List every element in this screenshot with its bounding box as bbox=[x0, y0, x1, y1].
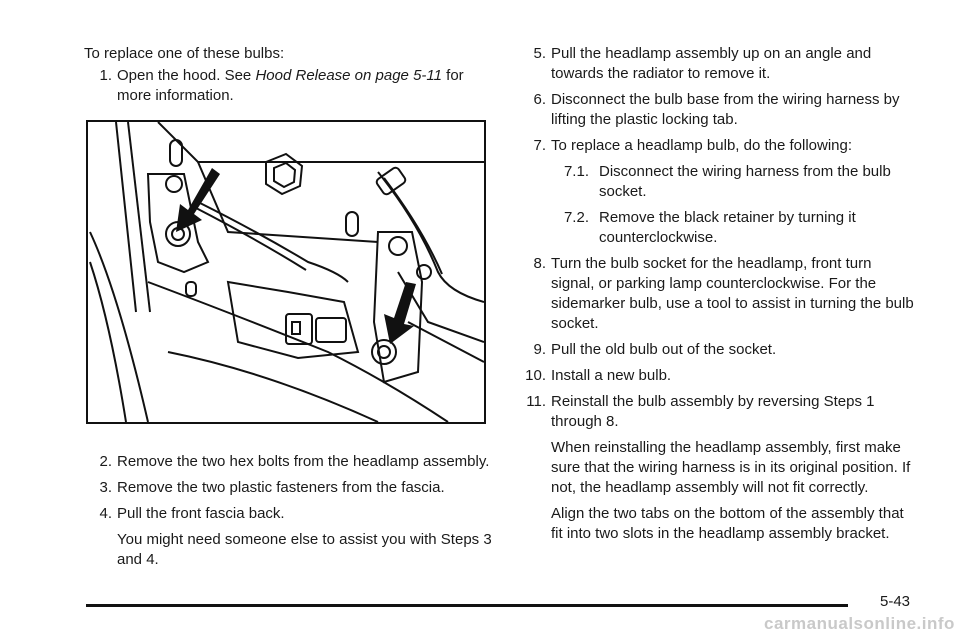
left-column-lower bbox=[84, 452, 494, 576]
left-column bbox=[84, 44, 494, 112]
step-9 bbox=[518, 340, 918, 360]
step-text: Pull the front fascia back. bbox=[117, 505, 285, 522]
step-text: Disconnect the bulb base from the wiring harness by lifting the plastic locking tab. bbox=[551, 91, 900, 128]
step-number: 4. bbox=[99, 505, 112, 522]
step-10 bbox=[518, 366, 918, 386]
step-4 bbox=[84, 504, 494, 524]
step-8 bbox=[518, 254, 918, 334]
substep-text: Disconnect the wiring harness from the bulb socket. bbox=[599, 163, 891, 200]
assist-note: You might need someone else to assist you with Steps 3 and 4. bbox=[117, 531, 492, 568]
step-7-1 bbox=[518, 162, 918, 202]
step-text: To replace a headlamp bulb, do the following: bbox=[551, 137, 853, 154]
step-5 bbox=[518, 44, 918, 84]
substep-text: Remove the black retainer by turning it counterclockwise. bbox=[599, 209, 856, 246]
step-text: Remove the two hex bolts from the headlamp assembly. bbox=[117, 453, 490, 470]
step-number: 8. bbox=[533, 255, 546, 272]
watermark: carmanualsonline.info bbox=[764, 614, 955, 633]
step-number: 10. bbox=[525, 367, 546, 384]
step-text: Install a new bulb. bbox=[551, 367, 672, 384]
align-tabs-note: Align the two tabs on the bottom of the assembly that fit into two slots in the headlamp assembly bracket. bbox=[551, 505, 904, 542]
substep-number: 7.2. bbox=[563, 209, 589, 226]
hood-release-link[interactable]: Hood Release on page 5-11 bbox=[255, 67, 442, 84]
step-3 bbox=[84, 478, 494, 498]
step-7-2 bbox=[518, 208, 918, 248]
step-7 bbox=[518, 136, 918, 156]
step-6 bbox=[518, 90, 918, 130]
intro-text: To replace one of these bulbs: bbox=[84, 45, 285, 62]
right-bolt-arrow-icon bbox=[384, 282, 416, 344]
step-number: 3. bbox=[99, 479, 112, 496]
step-text: Remove the two plastic fasteners from the fascia. bbox=[117, 479, 445, 496]
right-column bbox=[518, 44, 918, 550]
step-text: Open the hood. See bbox=[117, 67, 256, 84]
step-text-end: for more information. bbox=[117, 67, 464, 104]
step-text: Pull the old bulb out of the socket. bbox=[551, 341, 777, 358]
footer-rule bbox=[86, 604, 848, 607]
step-2 bbox=[84, 452, 494, 472]
step-number: 5. bbox=[533, 45, 546, 62]
step-number: 11. bbox=[526, 393, 546, 410]
step-1 bbox=[84, 66, 494, 106]
step-text: Pull the headlamp assembly up on an angle and towards the radiator to remove it. bbox=[551, 45, 872, 82]
step-number: 9. bbox=[533, 341, 546, 358]
step-number: 1. bbox=[99, 67, 112, 84]
headlamp-illustration bbox=[86, 120, 486, 424]
step-number: 2. bbox=[99, 453, 112, 470]
step-11 bbox=[518, 392, 918, 432]
step-text: Reinstall the bulb assembly by reversing Steps 1 through 8. bbox=[551, 393, 875, 430]
page-number: 5-43 bbox=[880, 593, 911, 610]
substep-number: 7.1. bbox=[563, 163, 589, 180]
step-number: 7. bbox=[533, 137, 546, 154]
step-text: Turn the bulb socket for the headlamp, front turn signal, or parking lamp counterclockwise. For the sidemarker bulb, use a tool to assist in turning the bulb socket. bbox=[551, 255, 914, 332]
step-number: 6. bbox=[533, 91, 546, 108]
reinstall-note: When reinstalling the headlamp assembly, first make sure that the wiring harness is in its original position. If not, the headlamp assembly will not fit correctly. bbox=[551, 439, 911, 496]
headlamp-assembly-drawing bbox=[88, 122, 484, 422]
